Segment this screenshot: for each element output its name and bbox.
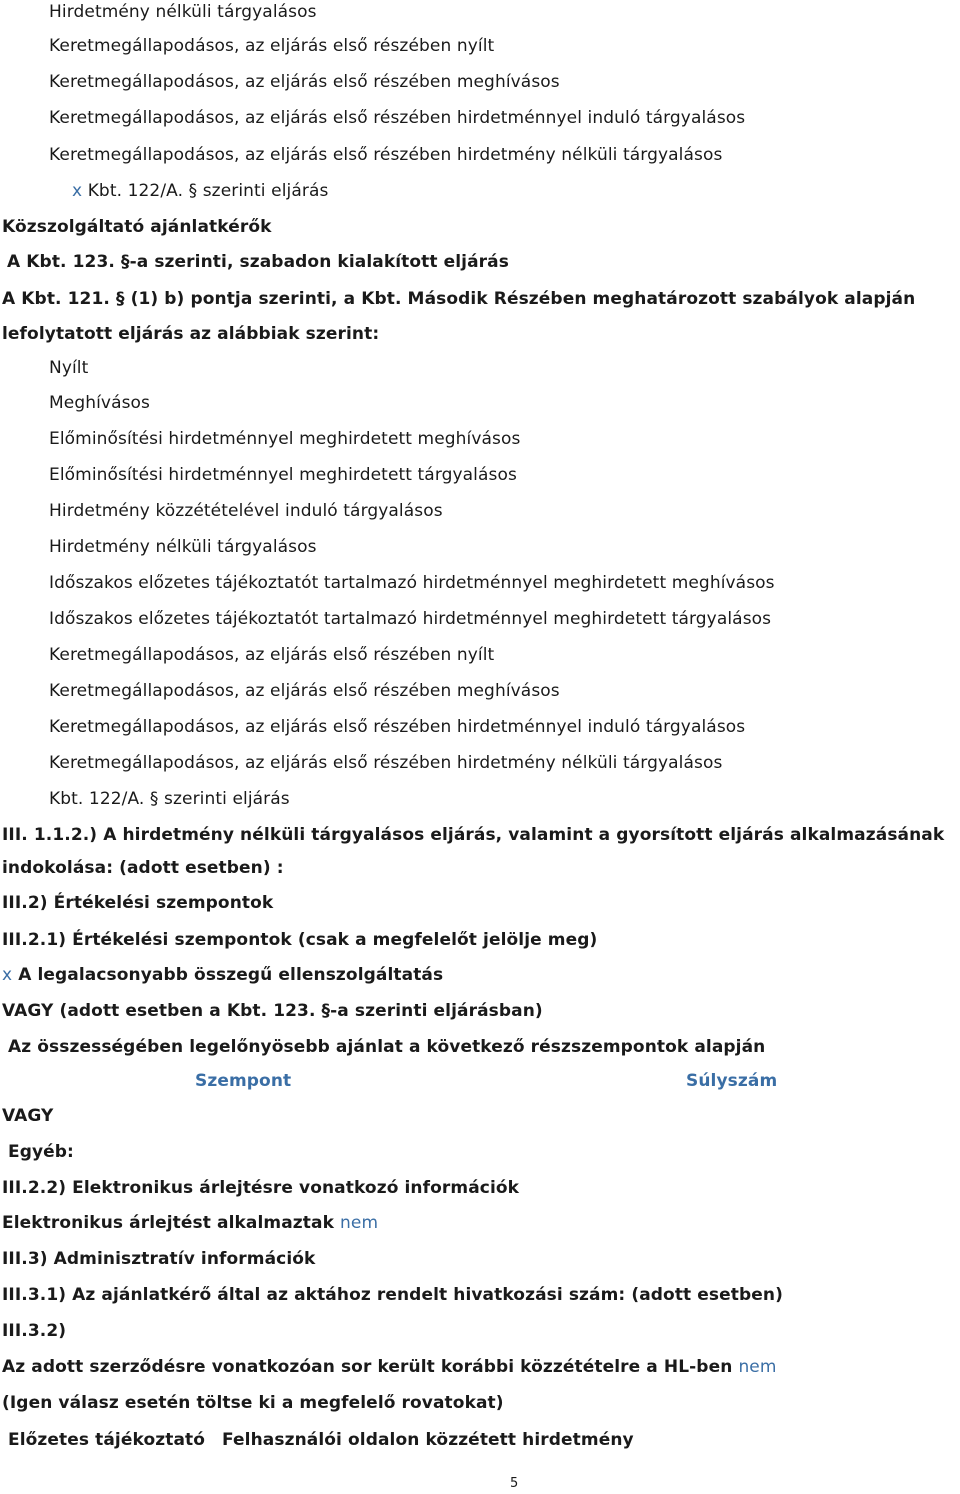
option-meghivasos: Meghívásos [49,393,151,413]
option-idoszakos-targyalasos: Időszakos előzetes tájékoztatót tartalmazó hirdetménnyel meghirdetett tárgyalásos [49,609,772,629]
option-keret-meghivasos-a: Keretmegállapodásos, az eljárás első részében meghívásos [49,72,560,92]
option-hirdetmeny-nelkuli-a: Hirdetmény nélküli tárgyalásos [49,2,317,22]
e-arlejtes-value: nem [340,1213,379,1233]
option-hirdetmeny-nelkuli-b: Hirdetmény nélküli tárgyalásos [49,537,317,557]
option-nyilt: Nyílt [49,358,89,378]
table-header-sulyszam: Súlyszám [686,1071,778,1091]
egyeb-label: Egyéb: [8,1142,74,1162]
option-kbt122-label: Kbt. 122/A. § szerinti eljárás [87,181,329,201]
option-lowest-price-label: A legalacsonyabb összegű ellenszolgáltatás [18,965,444,985]
korabbi-value: nem [738,1357,777,1377]
check-mark: x [72,181,83,201]
kozszolgaltato-heading: Közszolgáltató ajánlatkérők [2,217,272,237]
option-elominositesi-meghivasos: Előminősítési hirdetménnyel meghirdetett meghívásos [49,429,521,449]
option-elozetes-tajekoztato: Előzetes tájékoztató [8,1430,206,1450]
vagy-label: VAGY [2,1106,54,1126]
kbt123-line: A Kbt. 123. §-a szerinti, szabadon kialakított eljárás [7,252,509,272]
option-keret-nyilt-a: Keretmegállapodásos, az eljárás első részében nyílt [49,36,495,56]
vagy-kbt123: VAGY (adott esetben a Kbt. 123. §-a szerinti eljárásban) [2,1001,543,1021]
table-header-szempont: Szempont [195,1071,292,1091]
option-lowest-price [2,963,443,987]
option-felhasznaloi-oldalon: Felhasználói oldalon közzétett hirdetmény [222,1430,634,1450]
section-iii-3: III.3) Adminisztratív információk [2,1249,316,1269]
section-iii-2-2: III.2.2) Elektronikus árlejtésre vonatkozó információk [2,1178,520,1198]
option-elominositesi-targyalasos: Előminősítési hirdetménnyel meghirdetett tárgyalásos [49,465,517,485]
igen-valasz-note: (Igen válasz esetén töltse ki a megfelelő rovatokat) [2,1393,504,1413]
option-hirdetmeny-kozzetetelevel: Hirdetmény közzétételével induló tárgyalásos [49,501,443,521]
korabbi-line [2,1355,777,1379]
option-kbt122-b: Kbt. 122/A. § szerinti eljárás [49,789,290,809]
e-arlejtes-line [2,1211,378,1235]
option-keret-hirdetmennyel-a: Keretmegállapodásos, az eljárás első részében hirdetménnyel induló tárgyalásos [49,108,746,128]
section-iii-3-2: III.3.2) [2,1321,67,1341]
e-arlejtes-label: Elektronikus árlejtést alkalmaztak [2,1213,334,1233]
kbt121-line-2: lefolytatott eljárás az alábbiak szerint: [2,324,380,344]
option-keret-hirdetmeny-nelkuli-b: Keretmegállapodásos, az eljárás első részében hirdetmény nélküli tárgyalásos [49,753,723,773]
page-number: 5 [510,1476,519,1491]
kbt121-line-1: A Kbt. 121. § (1) b) pontja szerinti, a Kbt. Második Részében meghatározott szabályok alapján [2,289,916,309]
option-keret-hirdetmennyel-b: Keretmegállapodásos, az eljárás első részében hirdetménnyel induló tárgyalásos [49,717,746,737]
section-iii-1-1-2-line-1: III. 1.1.2.) A hirdetmény nélküli tárgyalásos eljárás, valamint a gyorsított eljárás alkalmazásának [2,825,945,845]
check-mark: x [2,965,13,985]
option-keret-hirdetmeny-nelkuli-a: Keretmegállapodásos, az eljárás első részében hirdetmény nélküli tárgyalásos [49,145,723,165]
option-kbt122-checked [72,179,328,203]
option-idoszakos-meghivasos: Időszakos előzetes tájékoztatót tartalmazó hirdetménnyel meghirdetett meghívásos [49,573,775,593]
section-iii-2: III.2) Értékelési szempontok [2,893,274,913]
option-keret-nyilt-b: Keretmegállapodásos, az eljárás első részében nyílt [49,645,495,665]
section-iii-2-1: III.2.1) Értékelési szempontok (csak a megfelelőt jelölje meg) [2,930,598,950]
section-iii-1-1-2-line-2: indokolása: (adott esetben) : [2,858,284,878]
korabbi-label: Az adott szerződésre vonatkozóan sor került korábbi közzétételre a HL-ben [2,1357,733,1377]
section-iii-3-1: III.3.1) Az ajánlatkérő által az aktához rendelt hivatkozási szám: (adott esetben) [2,1285,783,1305]
option-keret-meghivasos-b: Keretmegállapodásos, az eljárás első részében meghívásos [49,681,560,701]
osszessegeben-line: Az összességében legelőnyösebb ajánlat a következő részszempontok alapján [8,1037,766,1057]
